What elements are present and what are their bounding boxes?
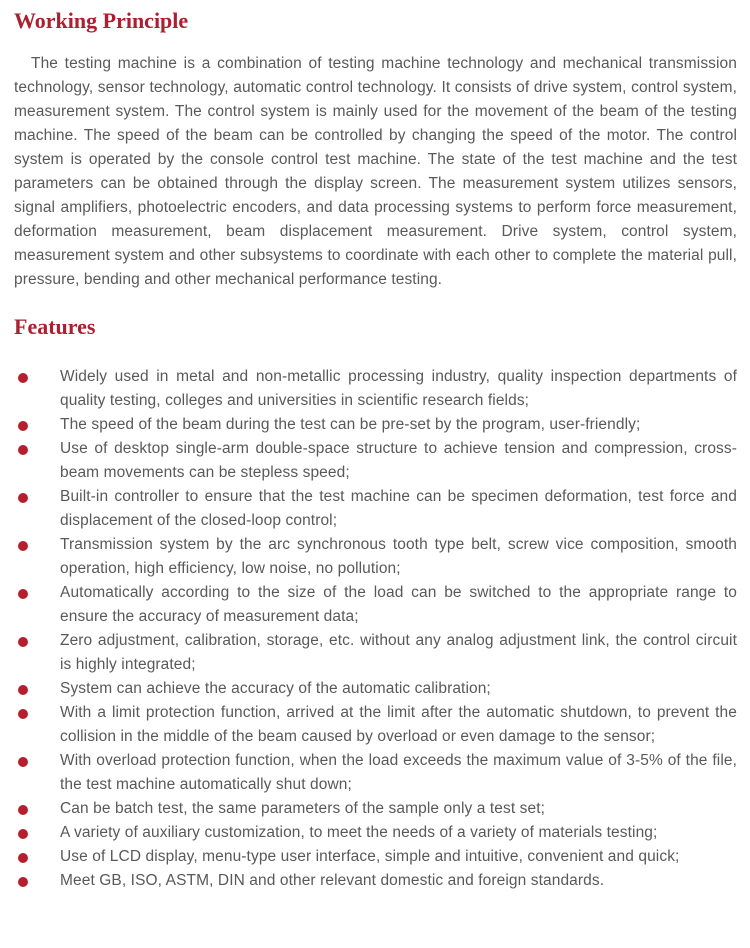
feature-list-item <box>14 581 737 629</box>
feature-list-item <box>14 845 737 869</box>
feature-list-item <box>14 797 737 821</box>
feature-item-text: The speed of the beam during the test can be pre-set by the program, user-friendly; <box>60 416 641 433</box>
feature-item-text: Widely used in metal and non-metallic processing industry, quality inspection departments of quality testing, colleges and universities in scientific research fields; <box>60 368 737 409</box>
working-principle-heading: Working Principle <box>14 8 189 33</box>
feature-item-text: Use of LCD display, menu-type user interface, simple and intuitive, convenient and quick; <box>60 848 680 865</box>
feature-list-item <box>14 749 737 797</box>
bullet-icon <box>18 637 28 647</box>
bullet-icon <box>18 589 28 599</box>
bullet-icon <box>18 685 28 695</box>
feature-item-text: Transmission system by the arc synchronous tooth type belt, screw vice composition, smooth operation, high efficiency, low noise, no pollution; <box>60 536 737 577</box>
feature-item-text: Meet GB, ISO, ASTM, DIN and other relevant domestic and foreign standards. <box>60 872 605 889</box>
feature-item-text: With a limit protection function, arrived at the limit after the automatic shutdown, to prevent the collision in the middle of the beam caused by overload or even damage to the sensor; <box>60 704 737 745</box>
feature-item-text: Zero adjustment, calibration, storage, etc. without any analog adjustment link, the control circuit is highly integrated; <box>60 632 737 673</box>
feature-list-item <box>14 437 737 485</box>
feature-item-text: Automatically according to the size of the load can be switched to the appropriate range to ensure the accuracy of measurement data; <box>60 584 737 625</box>
feature-item-text: Use of desktop single-arm double-space structure to achieve tension and compression, cross-beam movements can be stepless speed; <box>60 440 737 481</box>
feature-list-item <box>14 533 737 581</box>
feature-list-item <box>14 821 737 845</box>
bullet-icon <box>18 709 28 719</box>
bullet-icon <box>18 493 28 503</box>
bullet-icon <box>18 373 28 383</box>
feature-list-item <box>14 413 737 437</box>
feature-list-item <box>14 365 737 413</box>
bullet-icon <box>18 829 28 839</box>
bullet-icon <box>18 757 28 767</box>
feature-item-text: With overload protection function, when the load exceeds the maximum value of 3-5% of the file, the test machine automatically shut down; <box>60 752 737 793</box>
bullet-icon <box>18 445 28 455</box>
feature-item-text: Can be batch test, the same parameters of the sample only a test set; <box>60 800 546 817</box>
features-heading: Features <box>14 314 96 339</box>
working-principle-paragraph: The testing machine is a combination of testing machine technology and mechanical transmission technology, sensor technology, automatic control technology. It consists of drive system, control system, measurement system. The control system is mainly used for the movement of the beam of the testing machine. The speed of the beam can be controlled by changing the speed of the motor. The control system is operated by the console control test machine. The state of the test machine and the test parameters can be obtained through the display screen. The measurement system utilizes sensors, signal amplifiers, photoelectric encoders, and data processing systems to perform force measurement, deformation measurement, beam displacement measurement. Drive system, control system, measurement system and other subsystems to coordinate with each other to complete the material pull, pressure, bending and other mechanical performance testing. <box>14 55 737 288</box>
feature-item-text: Built-in controller to ensure that the test machine can be specimen deformation, test force and displacement of the closed-loop control; <box>60 488 737 529</box>
feature-item-text: System can achieve the accuracy of the automatic calibration; <box>60 680 491 697</box>
feature-item-text: A variety of auxiliary customization, to meet the needs of a variety of materials testing; <box>60 824 658 841</box>
feature-list-item <box>14 629 737 677</box>
bullet-icon <box>18 853 28 863</box>
bullet-icon <box>18 421 28 431</box>
bullet-icon <box>18 541 28 551</box>
bullet-icon <box>18 805 28 815</box>
feature-list-item <box>14 701 737 749</box>
features-list <box>14 365 737 893</box>
feature-list-item <box>14 869 737 893</box>
feature-list-item <box>14 485 737 533</box>
bullet-icon <box>18 877 28 887</box>
feature-list-item <box>14 677 737 701</box>
